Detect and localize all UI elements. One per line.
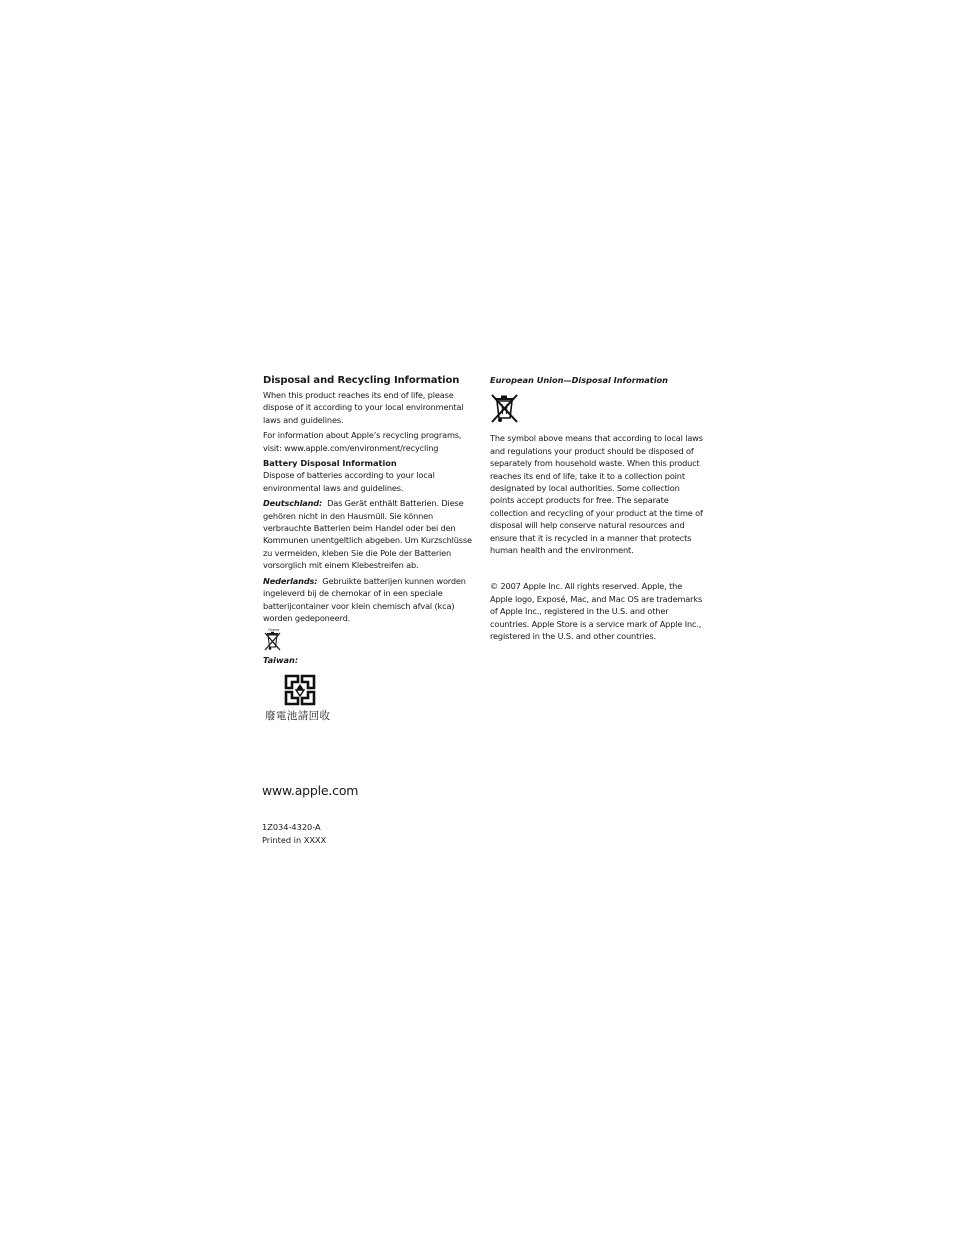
battery-heading: Battery Disposal Information <box>263 458 397 469</box>
crossed-bin-chemo-icon <box>263 627 283 652</box>
printed-in: Printed in XXXX <box>262 835 327 845</box>
recycling-info: For information about Apple’s recycling programs, visit: www.apple.com/environment/recycling <box>263 430 462 453</box>
part-number: 1Z034-4320-A <box>262 822 321 832</box>
bin-chemo-label: Chemo <box>268 628 280 633</box>
eu-heading: European Union—Disposal Information <box>490 375 668 385</box>
part-number-block <box>262 821 326 847</box>
right-column <box>490 374 704 646</box>
taiwan-recycling-icon <box>283 673 317 707</box>
copyright-text: © 2007 Apple Inc. All rights reserved. Apple, the Apple logo, Exposé, Mac, and Mac OS are trademarks of Apple Inc., registered in the U.S. and other countries. Apple Store is a service mark of Apple Inc., registered in the U.S. and other countries. <box>490 581 703 642</box>
battery-text: Dispose of batteries according to your local environmental laws and guidelines. <box>263 470 435 493</box>
crossed-wheelie-bin-icon <box>490 392 520 424</box>
taiwan-label: Taiwan: <box>263 655 299 666</box>
apple-url[interactable]: www.apple.com <box>262 783 359 798</box>
nederlands-paragraph <box>263 575 479 625</box>
taiwan-battery-text: 廢電池請回收 <box>265 709 331 722</box>
nederlands-label: Nederlands: <box>263 575 318 586</box>
deutschland-paragraph <box>263 497 479 571</box>
disposal-heading: Disposal and Recycling Information <box>263 375 460 386</box>
nederlands-text: Gebruikte batterijen kunnen worden ingeleverd bij de chemokar of in een speciale batterijcontainer voor klein chemisch afval (kca) worden gedeponeerd. <box>263 575 466 623</box>
taiwan-recycling-block <box>265 673 479 723</box>
deutschland-label: Deutschland: <box>263 498 323 509</box>
eu-text: The symbol above means that according to local laws and regulations your product should be disposed of separately from household waste. When this product reaches its end of life, take it to a collection point designated by local authorities. Some collection points accept products for free. The separate collection and recycling of your product at the time of disposal will help conserve natural resources and ensure that it is recycled in a manner that protects human health and the environment. <box>490 433 703 556</box>
disposal-intro: When this product reaches its end of life, please dispose of it according to your local environmental laws and guidelines. <box>263 390 464 425</box>
deutschland-text: Das Gerät enthält Batterien. Diese gehören nicht in den Hausmüll. Sie können verbrauchte Batterien beim Handel oder bei den Kommunen unentgeltlich abgeben. Um Kurzschlüsse zu vermeiden, kleben Sie die Pole der Batterien vorsorglich mit einem Klebestreifen ab. <box>263 498 472 571</box>
left-column <box>263 374 479 723</box>
